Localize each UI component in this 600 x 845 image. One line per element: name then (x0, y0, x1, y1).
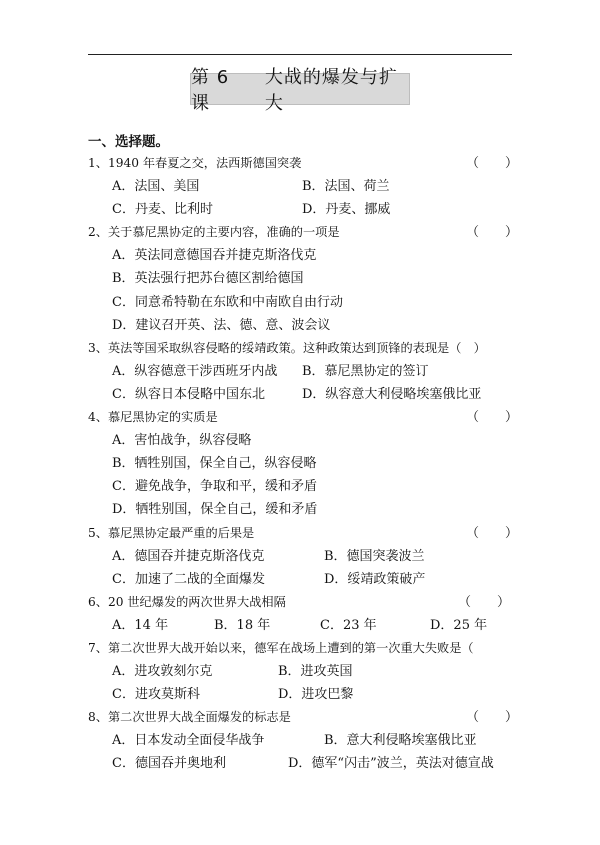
option-c: C．丹麦、比利时 (112, 202, 213, 218)
option-b: B．慕尼黑协定的签订 (302, 363, 429, 379)
option-c: C．德国吞并奥地利 (112, 756, 226, 772)
option-d: D．纵容意大利侵略埃塞俄比亚 (302, 386, 482, 402)
option-row (88, 244, 518, 267)
option-a: A．14 年 (112, 617, 169, 633)
question-stem: 1、1940 年春夏之交，法西斯德国突袭 （ ） (88, 152, 518, 175)
option-a: A．法国、美国 (112, 179, 200, 195)
question-stem: 6、20 世纪爆发的两次世界大战相隔 （ ） (88, 591, 518, 614)
option-a: A．害怕战争，纵容侵略 (112, 433, 252, 449)
answer-bracket: （ ） (466, 225, 519, 241)
option-row (88, 429, 518, 452)
option-a: A．德国吞并捷克斯洛伐克 (112, 548, 265, 564)
option-b: B．德国突袭波兰 (324, 548, 425, 564)
option-b: B．牺牲别国，保全自己，纵容侵略 (112, 456, 317, 472)
option-row (88, 729, 518, 752)
option-b: B．18 年 (214, 617, 271, 633)
option-row (88, 175, 518, 198)
header-rule (88, 54, 512, 55)
option-b: B．法国、荷兰 (302, 179, 390, 195)
option-row (88, 568, 518, 591)
option-c: C．23 年 (320, 617, 377, 633)
option-d: D．牺牲别国，保全自己，缓和矛盾 (112, 502, 318, 518)
option-d: D．进攻巴黎 (278, 687, 354, 703)
question-list (88, 152, 518, 776)
option-row (88, 452, 518, 475)
option-row (88, 267, 518, 290)
question-stem: 4、慕尼黑协定的实质是 （ ） (88, 406, 518, 429)
option-d: D．绥靖政策破产 (324, 571, 426, 587)
option-row (88, 498, 518, 521)
answer-bracket: （ ） (466, 710, 519, 726)
question-stem: 3、英法等国采取纵容侵略的绥靖政策。这种政策达到顶锋的表现是（ ） (88, 340, 486, 355)
option-d: D．丹麦、挪威 (302, 202, 391, 218)
option-c: C．加速了二战的全面爆发 (112, 571, 265, 587)
option-b: B．英法强行把苏台德区割给德国 (112, 271, 304, 287)
option-c: C．同意希特勒在东欧和中南欧自由行动 (112, 294, 343, 310)
option-c: C．避免战争，争取和平，缓和矛盾 (112, 479, 317, 495)
section-heading: 一、选择题。 (88, 134, 169, 150)
option-row (88, 752, 518, 775)
option-row (88, 360, 518, 383)
option-a: A．日本发动全面侵华战争 (112, 733, 265, 749)
option-b: B．意大利侵略埃塞俄比亚 (324, 733, 477, 749)
answer-bracket: （ ） (466, 410, 519, 426)
option-d: D．建议召开英、法、德、意、波会议 (112, 317, 331, 333)
option-row (88, 291, 518, 314)
option-row (88, 614, 518, 637)
option-a: A．进攻敦刻尔克 (112, 664, 213, 680)
option-a: A．英法同意德国吞并捷克斯洛伐克 (112, 248, 317, 264)
answer-bracket: （ ） (466, 156, 519, 171)
option-b: B．进攻英国 (278, 664, 353, 680)
option-d: D．25 年 (430, 617, 488, 633)
option-d: D．德军“闪击”波兰，英法对德宣战 (288, 756, 494, 772)
option-row (88, 383, 518, 406)
option-row (88, 475, 518, 498)
lesson-title (190, 67, 410, 114)
question-stem: 8、第二次世界大战全面爆发的标志是 （ ） (88, 706, 518, 729)
answer-bracket: （ ） (458, 594, 511, 610)
option-c: C．进攻莫斯科 (112, 687, 200, 703)
question-stem: 7、第二次世界大战开始以来，德军在战场上遭到的第一次重大失败是（ (88, 640, 474, 655)
option-row (88, 198, 518, 221)
question-stem: 2、关于慕尼黑协定的主要内容，准确的一项是 （ ） (88, 221, 518, 244)
option-c: C．纵容日本侵略中国东北 (112, 386, 265, 402)
option-row (88, 660, 518, 683)
lesson-number: 第 6 课 (191, 67, 230, 114)
option-row (88, 545, 518, 568)
question-stem: 5、慕尼黑协定最严重的后果是 （ ） (88, 522, 518, 545)
option-row (88, 683, 518, 706)
lesson-topic: 大战的爆发与扩大 (264, 67, 398, 114)
option-row (88, 314, 518, 337)
option-a: A．纵容德意干涉西班牙内战 (112, 363, 278, 379)
answer-bracket: （ ） (466, 525, 519, 541)
